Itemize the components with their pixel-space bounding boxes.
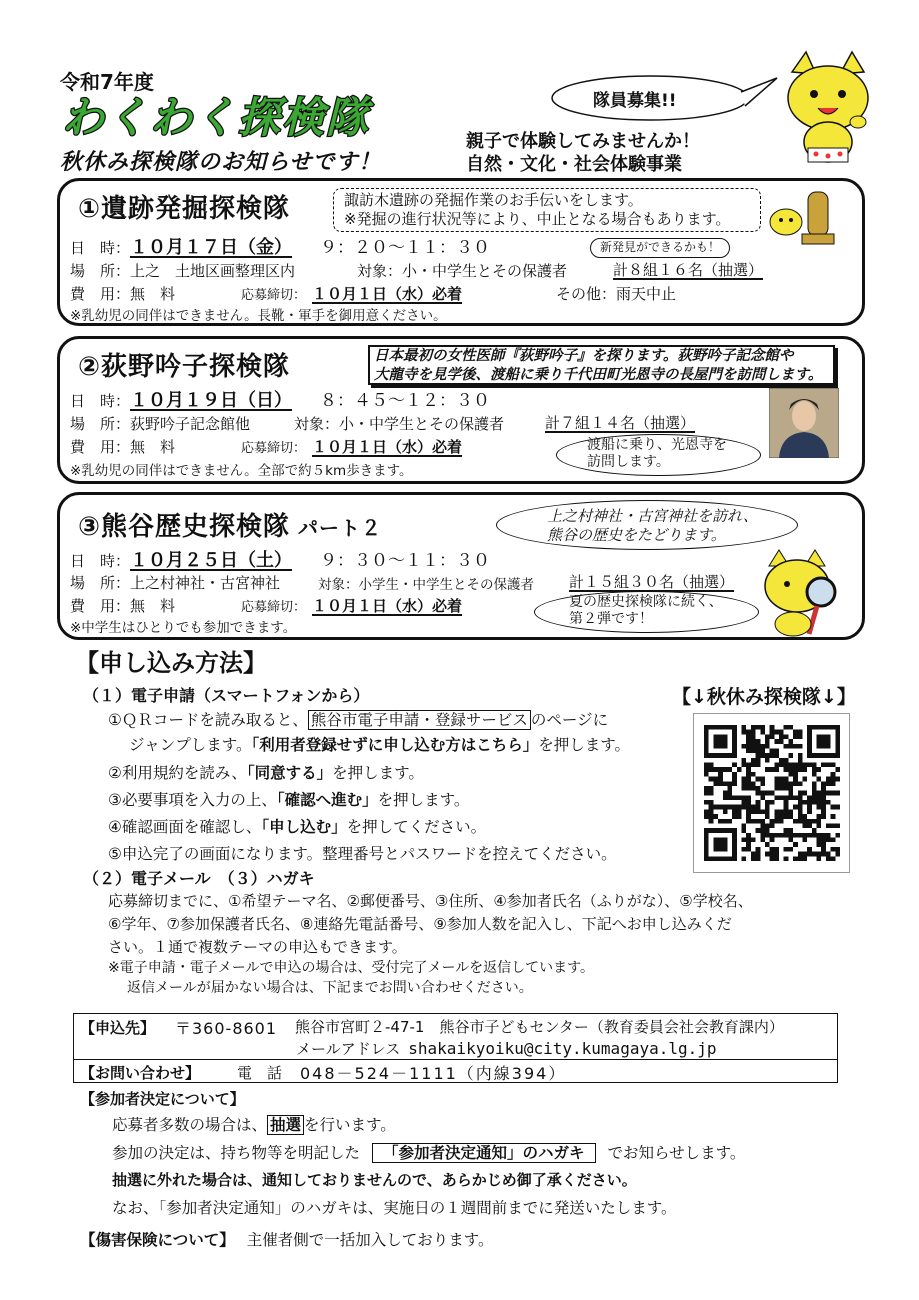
mail-line-3: さい。１通で複数テーマの申込もできます。: [108, 938, 407, 956]
email-label: メールアドレス: [296, 1040, 401, 1058]
inquiry-label: 【お問い合わせ】: [80, 1064, 201, 1082]
qr-label: 【↓秋休み探検隊↓】: [672, 686, 856, 708]
apply-heading: 【申し込み方法】: [75, 649, 267, 677]
insurance-label: 【傷害保険について】: [80, 1231, 235, 1249]
e-application-service-link[interactable]: 熊谷市電子申請・登録サービス: [308, 710, 531, 730]
contact-divider: [73, 1059, 838, 1060]
apply-step-2: [108, 761, 424, 783]
apply-step-2-a: ②利用規約を読み、: [108, 764, 247, 782]
event-2-target: 対象：小・中学生とその保護者: [294, 415, 505, 433]
event-3-deadline-row: [241, 595, 462, 616]
notice-postcard-highlight: 「参加者決定通知」のハガキ: [372, 1143, 596, 1163]
event-2-note: ※乳幼児の同伴はできません。全部で約５km歩きます。: [70, 463, 413, 479]
apply-step-1: [108, 708, 608, 730]
apply-step-1-c: のページに: [530, 711, 609, 729]
event-3-title-wrap: [78, 506, 382, 543]
event-3-title-sub: パート２: [298, 516, 383, 540]
event-3-bubble-line-2: 第２弾です！: [569, 611, 653, 627]
event-3-cost: 費 用：無 料: [70, 597, 176, 615]
event-1-bubble: 新発見ができるかも！: [590, 238, 730, 258]
event-1-description: [333, 188, 761, 232]
event-1-desc-line-2: ※発掘の進行状況等により、中止となる場合もあります。: [344, 210, 731, 228]
event-3-place: 場 所：上之村神社・古宮神社: [70, 574, 281, 592]
event-3-bubble-line-1: 夏の歴史探検隊に続く、: [569, 594, 723, 610]
apply-step-1-d: ジャンプします。: [129, 736, 252, 754]
insurance-row: [80, 1228, 493, 1250]
event-1-target: 対象：小・中学生とその保護者: [357, 262, 568, 280]
apply-step-4-a: ④確認画面を確認し、: [108, 818, 262, 836]
event-1-other: その他：雨天中止: [556, 285, 677, 303]
event-1-place: 場 所：上之 土地区画整理区内: [70, 262, 296, 280]
event-3-bubble: [534, 591, 759, 633]
event-2-deadline: １０月１日（水）必着: [312, 438, 463, 456]
event-2-time: ８：４５～１２：３０: [320, 391, 491, 411]
apply-sec1-title: （１）電子申請（スマートフォンから）: [83, 686, 370, 705]
recruit-bubble-text: 隊員募集!!: [593, 91, 677, 111]
apply-step-2-b: 「同意する」: [246, 764, 333, 782]
event-2-date-label: 日 時：: [70, 392, 131, 410]
catch-line-1: 親子で体験してみませんか！: [466, 131, 700, 152]
mail-line-5: 返信メールが届かない場合は、下記までお問い合わせください。: [127, 980, 533, 996]
insurance-text: 主催者側で一括加入しております。: [246, 1231, 494, 1249]
event-2-description: [368, 345, 835, 385]
event-3-target: 対象：小学生・中学生とその保護者: [318, 577, 534, 593]
mascot-illustration: [778, 50, 878, 175]
subtitle: 秋休み探検隊のお知らせです！: [60, 150, 382, 175]
event-2-bubble-line-2: 訪問します。: [587, 454, 670, 470]
decision-line-1-a: 応募者多数の場合は、: [112, 1116, 268, 1134]
apply-step-3-b: 「確認へ進む」: [276, 791, 378, 809]
apply-step-4: [108, 815, 486, 837]
event-2-deadline-row: [241, 436, 462, 457]
qr-code[interactable]: [704, 724, 840, 862]
event-1-desc-line-1: 諏訪木遺跡の発掘作業のお手伝いをします。: [344, 191, 643, 209]
decision-line-1-c: を行います。: [304, 1116, 396, 1134]
event-1-note: ※乳幼児の同伴はできません。長靴・軍手を御用意ください。: [70, 308, 447, 324]
event-1-date: １０月１７日（金）: [130, 237, 293, 258]
event-3-deadline: １０月１日（水）必着: [312, 597, 463, 615]
event-3-date: １０月２５日（土）: [130, 550, 293, 571]
catch-line-2: 自然・文化・社会体験事業: [466, 154, 682, 175]
event-1-date-row: [70, 233, 490, 259]
apply-step-5: ⑤申込完了の画面になります。整理番号とパスワードを控えてください。: [108, 845, 617, 863]
event-3-note: ※中学生はひとりでも参加できます。: [70, 620, 297, 636]
event-1-deadline-row: [241, 283, 462, 304]
tel-label: 電 話: [237, 1064, 283, 1082]
event-1-time: ９：２０～１１：３０: [320, 238, 491, 258]
email-row: [296, 1038, 717, 1059]
event-2-deadline-label: 応募締切：: [241, 441, 307, 456]
event-3-date-row: [70, 546, 490, 572]
decision-line-2: [112, 1141, 745, 1163]
email-link[interactable]: shakaikyoiku@city.kumagaya.lg.jp: [408, 1039, 717, 1058]
apply-step-1-a: ①ＱＲコードを読み取ると、: [108, 711, 308, 729]
decision-line-4: なお、「参加者決定通知」のハガキは、実施日の１週間前までに発送いたします。: [112, 1199, 677, 1217]
event-1-cost: 費 用：無 料: [70, 285, 176, 303]
mail-line-4: ※電子申請・電子メールで申込の場合は、受付完了メールを返信しています。: [108, 960, 595, 976]
address: 熊谷市宮町２-47-1 熊谷市子どもセンター（教育委員会社会教育課内）: [295, 1018, 784, 1036]
event-2-cost: 費 用：無 料: [70, 438, 176, 456]
lottery-highlight: 抽選: [267, 1115, 304, 1135]
apply-step-1-e: 「利用者登録せずに申し込む方はこちら」: [251, 736, 539, 754]
qr-code-frame[interactable]: [693, 713, 850, 873]
apply-step-3: [108, 788, 469, 810]
event-2-quota: 計７組１４名（抽選）: [545, 414, 696, 432]
event-1-quota: 計８組１６名（抽選）: [613, 261, 764, 279]
event-2-place: 場 所：荻野吟子記念館他: [70, 415, 251, 433]
apply-step-3-a: ③必要事項を入力の上、: [108, 791, 277, 809]
apply-step-3-c: を押します。: [377, 791, 470, 809]
apply-sec2-title: （２）電子メール （３）ハガキ: [83, 869, 315, 888]
decision-line-2-c: でお知らせします。: [607, 1144, 746, 1162]
year-label: 令和7年度: [60, 70, 154, 94]
apply-step-2-c: を押します。: [332, 764, 424, 782]
event-3-desc-line-1: 上之村神社・古宮神社を訪れ、: [547, 507, 758, 525]
postal-code: 〒360-8601: [175, 1019, 278, 1038]
apply-step-4-c: を押してください。: [346, 818, 487, 836]
decision-line-1: [112, 1113, 396, 1135]
event-3-date-label: 日 時：: [70, 552, 131, 570]
apply-step-1-cont: [129, 733, 630, 755]
event-1-date-label: 日 時：: [70, 239, 131, 257]
decision-heading: 【参加者決定について】: [80, 1090, 245, 1108]
event-2-date-row: [70, 386, 490, 412]
logo-title: [58, 88, 478, 144]
event-2-bubble-line-1: 渡船に乗り、光恩寺を: [587, 437, 727, 453]
event-3-title: ③熊谷歴史探検隊: [78, 512, 291, 542]
event-1-deadline: １０月１日（水）必着: [312, 285, 463, 303]
event-1-deadline-label: 応募締切：: [241, 288, 307, 303]
event-1-title: ①遺跡発掘探検隊: [78, 194, 291, 224]
event-3-deadline-label: 応募締切：: [241, 600, 307, 615]
event-3-desc-line-2: 熊谷の歴史をたどります。: [547, 526, 726, 544]
apply-step-4-b: 「申し込む」: [261, 818, 347, 836]
decision-line-3: 抽選に外れた場合は、通知しておりませんので、あらかじめ御了承ください。: [112, 1171, 637, 1189]
apply-step-1-f: を押します。: [538, 736, 630, 754]
logo-text: わくわく探検隊: [62, 93, 371, 142]
tel-number[interactable]: 048－524－1111（内線394）: [300, 1064, 567, 1083]
apply-to-label: 【申込先】: [80, 1019, 156, 1037]
event-2-desc-line-1: 日本最初の女性医師『荻野吟子』を探ります。荻野吟子記念館や: [374, 348, 794, 364]
mascot-magnifier-illustration: [759, 548, 849, 638]
event-2-desc-line-2: 大龍寺を見学後、渡船に乗り千代田町光恩寺の長屋門を訪問します。: [374, 367, 823, 383]
decision-line-2-a: 参加の決定は、持ち物等を明記した: [112, 1144, 361, 1162]
event-3-time: ９：３０～１１：３０: [320, 551, 491, 571]
mail-line-1: 応募締切までに、①希望テーマ名、②郵便番号、③住所、④参加者氏名（ふりがな）、⑤学校名、: [108, 892, 753, 910]
event-3-description: [496, 500, 798, 550]
ogino-ginko-portrait: [769, 388, 839, 458]
event-2-date: １０月１９日（日）: [130, 390, 293, 411]
event-2-bubble: [556, 434, 761, 476]
mail-line-2: ⑥学年、⑦参加保護者氏名、⑧連絡先電話番号、⑨参加人数を記入し、下記へお申し込みくだ: [108, 915, 732, 933]
event-3-quota: 計１５組３０名（抽選）: [569, 573, 735, 591]
event-2-title: ②荻野吟子探検隊: [78, 352, 291, 382]
excavation-illustration: [764, 186, 844, 252]
